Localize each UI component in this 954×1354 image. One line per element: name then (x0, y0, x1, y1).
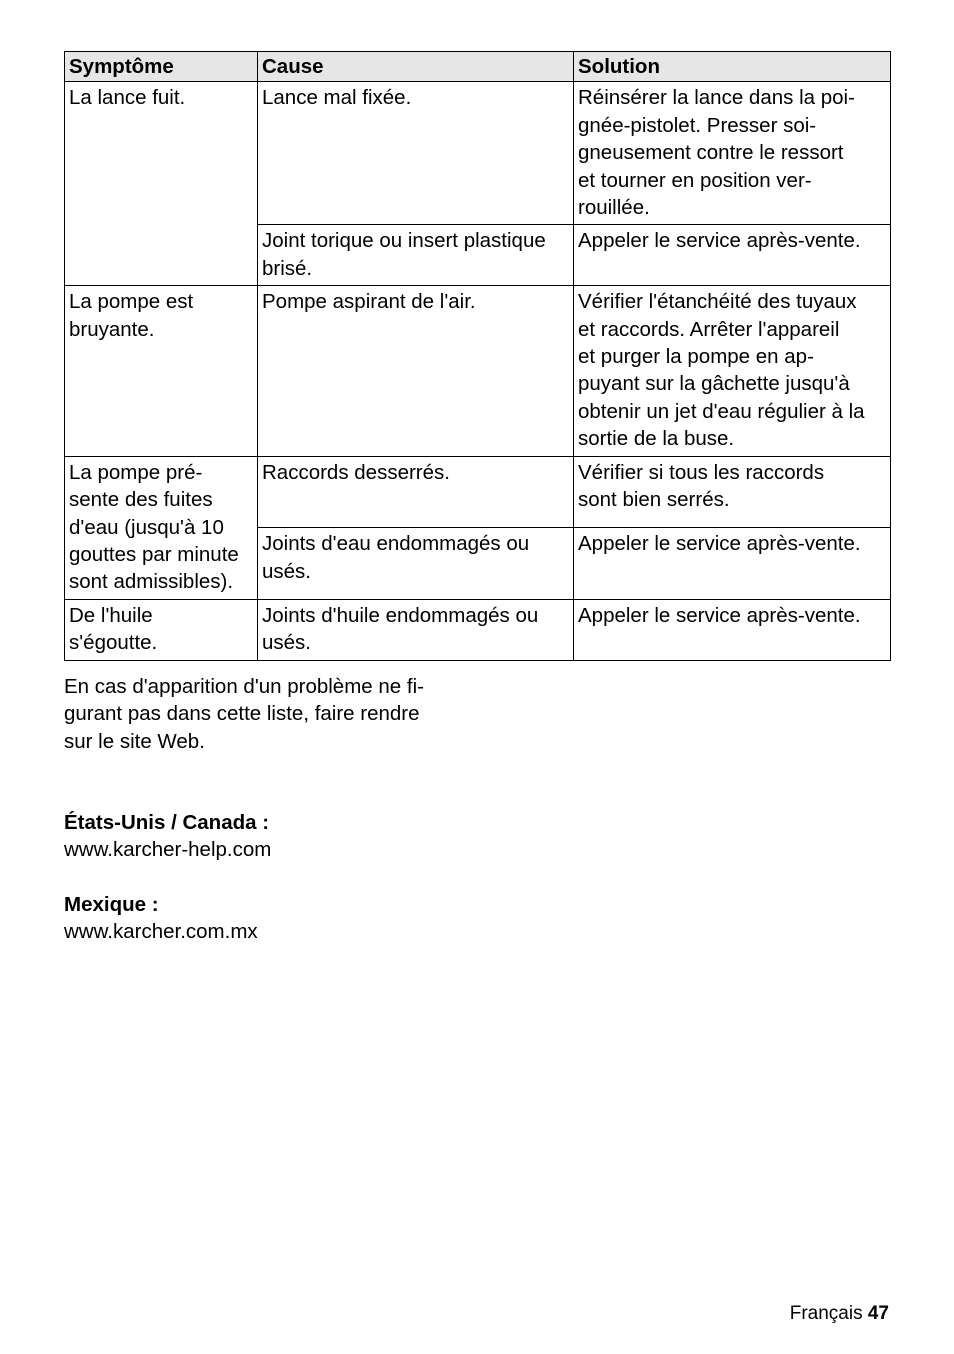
cause-line: usés. (262, 631, 311, 655)
cause-line: Joints d'huile endommagés ou (262, 603, 539, 627)
header-cause: Cause (258, 52, 574, 82)
solution-cell (574, 82, 891, 225)
cause-line: usés. (262, 559, 311, 583)
symptom-line: La pompe pré- (69, 460, 203, 484)
solution-line: Vérifier l'étanchéité des tuyaux (578, 290, 857, 314)
contact-usa-canada (64, 809, 271, 864)
table-body (65, 82, 891, 660)
troubleshooting-table (64, 51, 891, 661)
cause-cell (258, 286, 574, 456)
solution-cell (574, 456, 891, 528)
symptom-line: d'eau (jusqu'à 10 (69, 515, 224, 539)
symptom-cell (65, 286, 258, 456)
cause-cell (258, 456, 574, 528)
solution-cell (574, 286, 891, 456)
page-number: 47 (867, 1303, 889, 1324)
solution-line: gnée-pistolet. Presser soi- (578, 113, 817, 137)
solution-line: puyant sur la gâchette jusqu'à (578, 372, 850, 396)
table-row (65, 286, 891, 456)
solution-cell (574, 528, 891, 600)
solution-line: et purger la pompe en ap- (578, 345, 814, 369)
cause-cell (258, 225, 574, 286)
symptom-line: gouttes par minute (69, 542, 239, 566)
symptom-line: La pompe est (69, 290, 194, 314)
cause-line: Raccords desserrés. (262, 460, 450, 484)
solution-line: sont bien serrés. (578, 488, 730, 512)
solution-line: Appeler le service après-vente. (578, 532, 861, 556)
symptom-line: La lance fuit. (69, 86, 186, 110)
symptom-line: bruyante. (69, 317, 155, 341)
symptom-cell (65, 599, 258, 660)
contact-heading: États-Unis / Canada : (64, 811, 270, 834)
solution-line: Appeler le service après-vente. (578, 229, 861, 253)
solution-line: Appeler le service après-vente. (578, 603, 861, 627)
note-line: En cas d'apparition d'un problème ne fi- (64, 675, 424, 698)
solution-cell (574, 599, 891, 660)
solution-line: sortie de la buse. (578, 427, 735, 451)
solution-line: Réinsérer la lance dans la poi- (578, 86, 855, 110)
solution-line: Vérifier si tous les raccords (578, 460, 825, 484)
header-symptom: Symptôme (65, 52, 258, 82)
solution-line: et tourner en position ver- (578, 168, 812, 192)
contact-mexico (64, 891, 258, 946)
symptom-line: De l'huile (69, 603, 153, 627)
table-row (65, 599, 891, 660)
contact-url[interactable]: www.karcher-help.com (64, 838, 272, 862)
cause-line: Joint torique ou insert plastique (262, 229, 546, 253)
cause-cell (258, 599, 574, 660)
cause-line: Joints d'eau endommagés ou (262, 532, 530, 556)
cause-cell (258, 82, 574, 225)
solution-line: gneusement contre le ressort (578, 141, 844, 165)
solution-cell (574, 225, 891, 286)
solution-line: rouillée. (578, 196, 650, 220)
table-header-row (65, 52, 891, 82)
solution-line: obtenir un jet d'eau régulier à la (578, 399, 865, 423)
cause-line: Pompe aspirant de l'air. (262, 290, 476, 314)
symptom-line: s'égoutte. (69, 631, 158, 655)
symptom-cell (65, 456, 258, 599)
symptom-cell (65, 82, 258, 286)
cause-line: Lance mal fixée. (262, 86, 412, 110)
page-footer (790, 1302, 889, 1326)
note-line: gurant pas dans cette liste, faire rendre (64, 702, 420, 726)
header-solution: Solution (574, 52, 891, 82)
solution-line: et raccords. Arrêter l'appareil (578, 317, 840, 341)
symptom-line: sont admissibles). (69, 570, 234, 594)
note-line: sur le site Web. (64, 729, 205, 753)
footer-language: Français (789, 1303, 863, 1324)
cause-line: brisé. (262, 256, 313, 280)
table-row (65, 82, 891, 225)
contact-heading: Mexique : (64, 893, 159, 916)
symptom-line: sente des fuites (69, 488, 213, 512)
cause-cell (258, 528, 574, 600)
contact-url[interactable]: www.karcher.com.mx (64, 920, 258, 944)
table-row (65, 456, 891, 528)
help-note (64, 673, 484, 755)
